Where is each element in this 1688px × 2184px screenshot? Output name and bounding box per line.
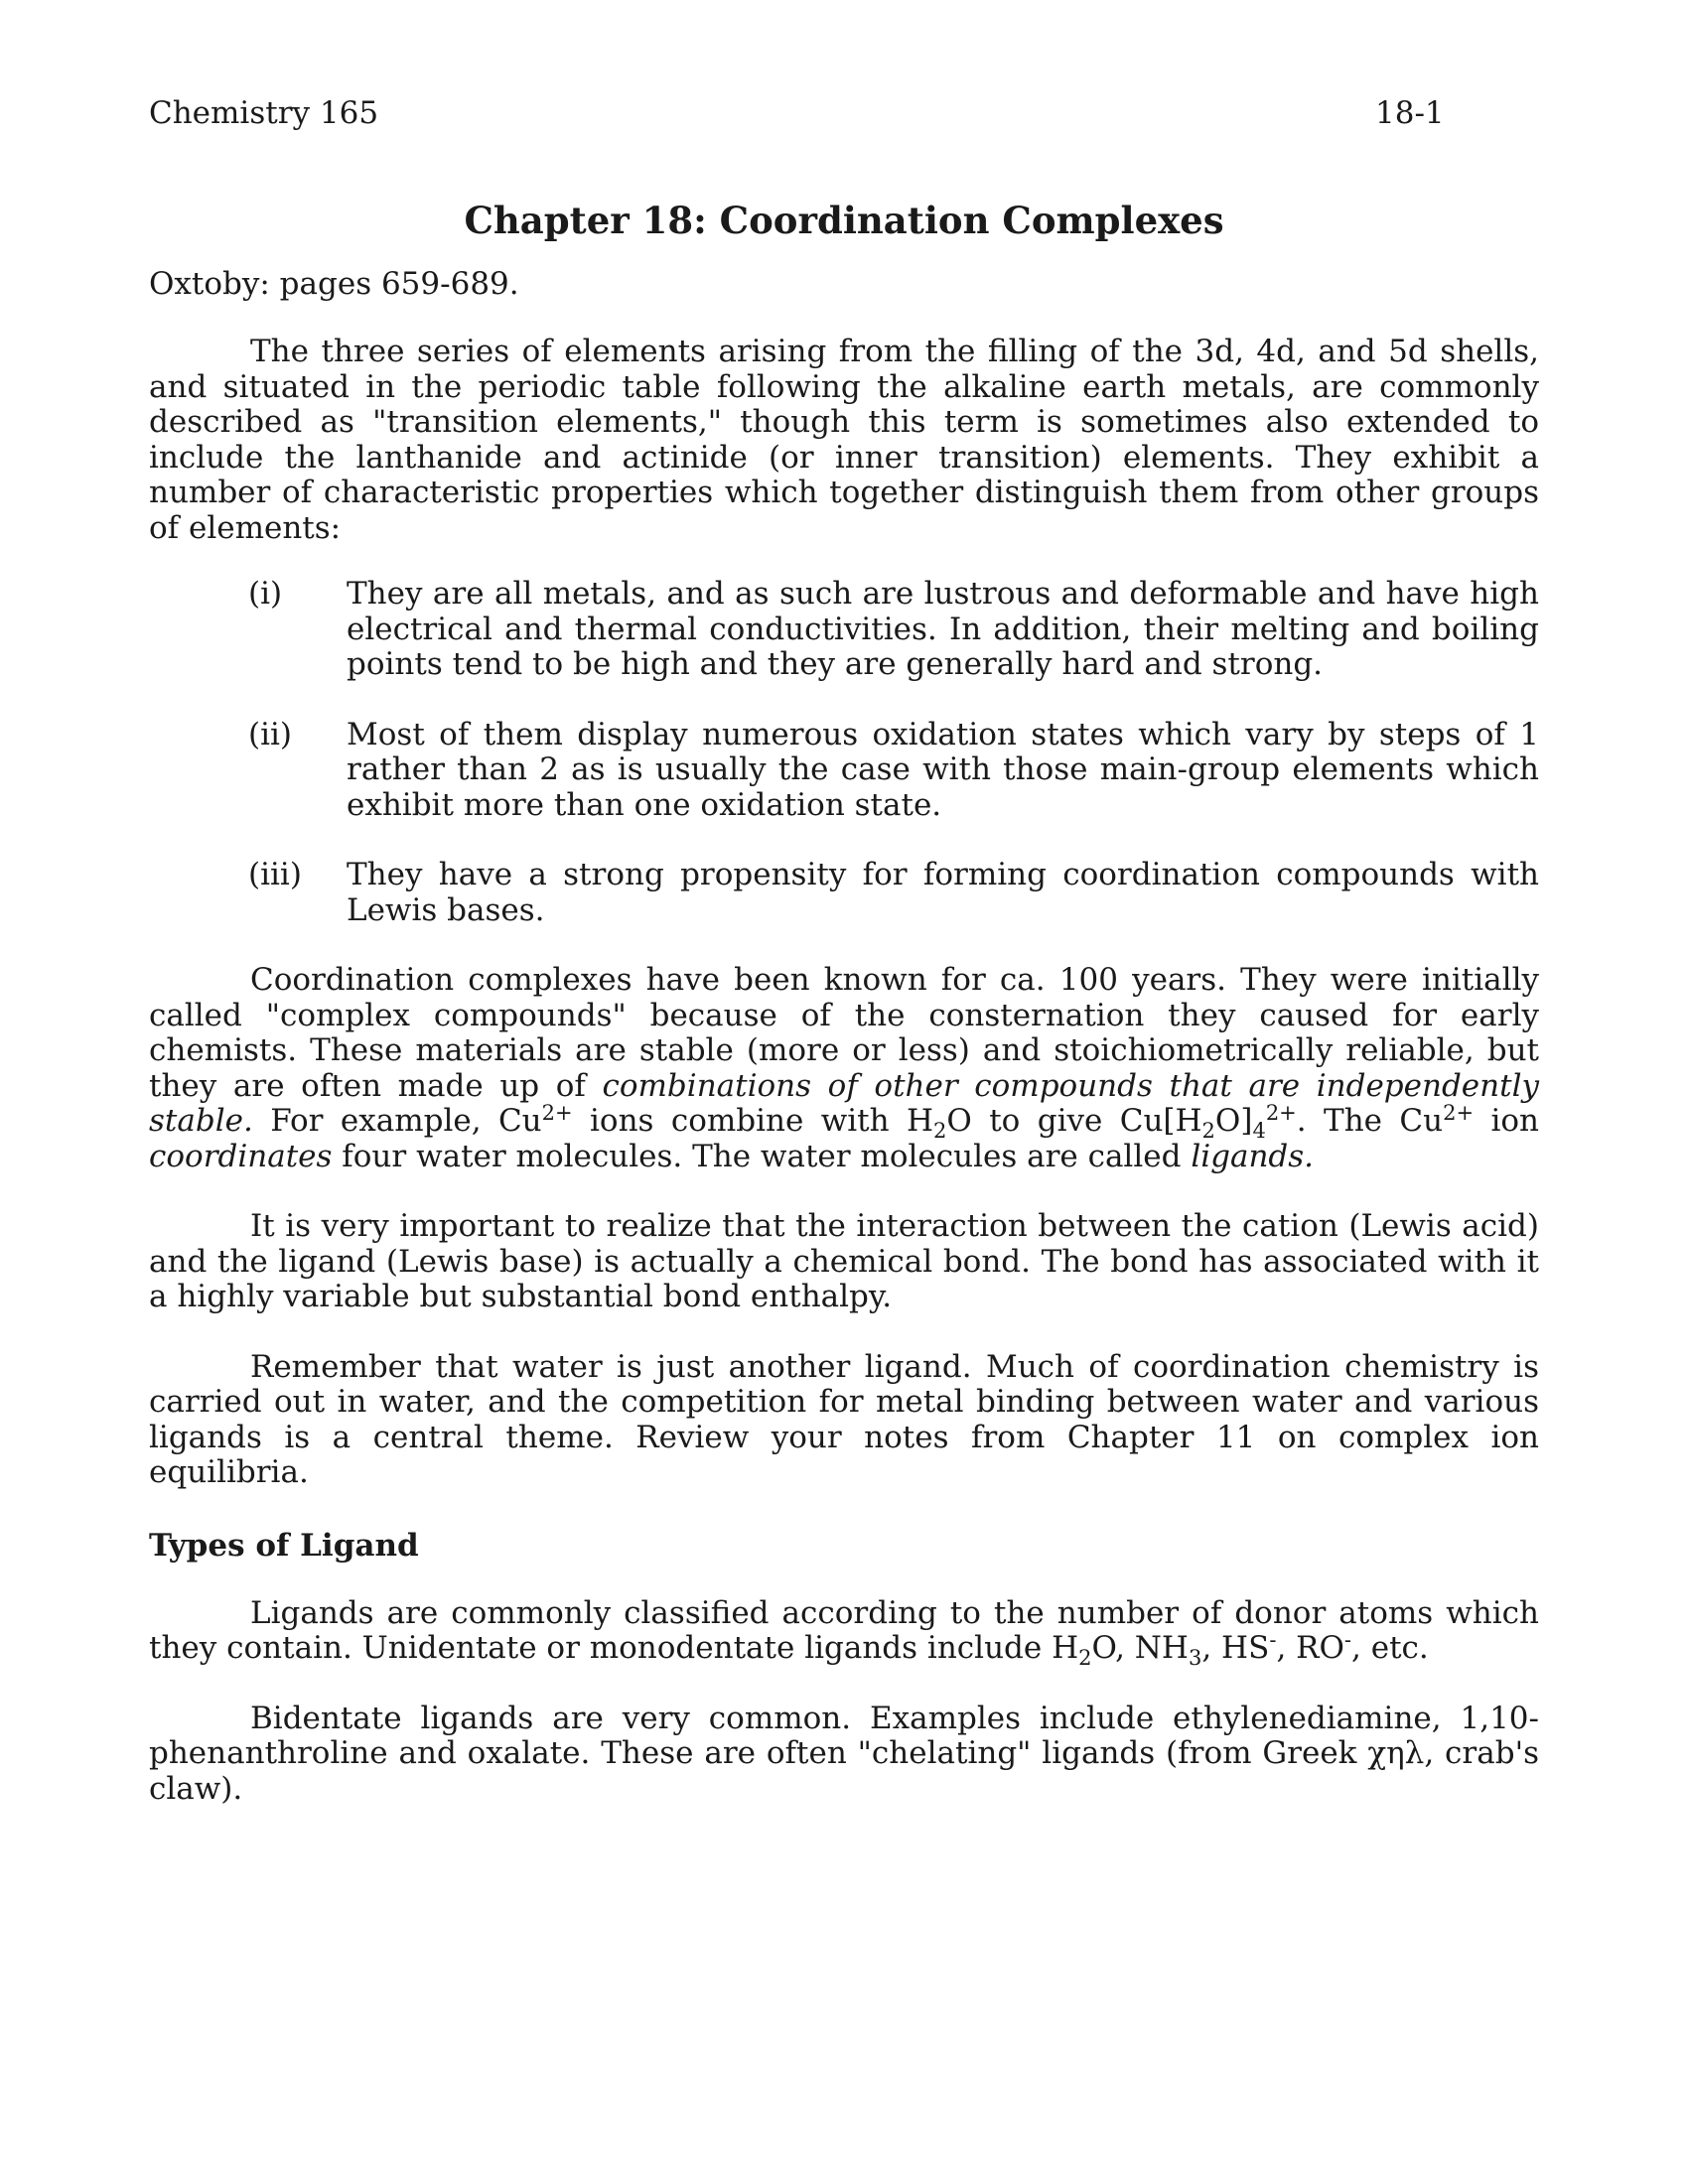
ion-charge: - [1269,1628,1277,1652]
ligand-intro-paragraph [149,1594,1539,1670]
history-text: ions combine with H [572,1103,934,1139]
property-item [149,858,1539,928]
history-emphasis: ligands. [1191,1138,1315,1174]
properties-list [149,577,1539,928]
property-text: They are all metals, and as such are lustrous and deformable and have high electrical and thermal conductivities. In addition, their melting and boiling points tend to be high and they are generally hard and strong. [347,576,1539,682]
ion-charge: 2+ [1443,1101,1475,1125]
formula-subscript: 2 [933,1119,947,1143]
history-emphasis: combinations of other compounds that are independently stable. [149,1067,1539,1139]
formula-subscript: 3 [1188,1646,1202,1670]
chapter-title: Chapter 18: Coordination Complexes [464,199,1224,242]
ligand-text: , RO [1276,1630,1344,1666]
property-item [149,718,1539,824]
document-page [149,91,1539,1807]
property-marker: (ii) [248,716,293,752]
history-text: four water molecules. The water molecules are called [332,1138,1192,1174]
ligand-text: O, NH [1091,1630,1189,1666]
property-marker: (iii) [248,857,302,892]
history-paragraph [149,963,1539,1174]
ligand-text: , etc. [1351,1630,1429,1666]
running-header [149,91,1539,135]
ion-charge: 2+ [1265,1101,1297,1125]
history-text: Coordination complexes have been known for ca. 100 years. They were initially called "complex compounds" because of the consternation they caused for early chemists. These materials are stable (more or less) and stoichiometrically reliable, but they are often made up of [149,962,1539,1104]
property-text: They have a strong propensity for forming coordination compounds with Lewis bases. [347,857,1539,928]
ligand-text: Ligands are commonly classified according to the number of donor atoms which they contain. Unidentate or monodentate ligands include H [149,1594,1539,1666]
property-item [149,577,1539,683]
property-marker: (i) [248,576,283,612]
history-text: O] [1214,1103,1253,1139]
formula-subscript: 2 [1078,1646,1092,1670]
history-text: . The Cu [1296,1103,1444,1139]
formula-subscript: 2 [1201,1119,1215,1143]
course-name: Chemistry 165 [149,95,379,131]
bidentate-paragraph: Bidentate ligands are very common. Examples include ethylenediamine, 1,10-phenanthroline and oxalate. These are often "chelating" ligands (from Greek χηλ, crab's claw). [149,1700,1539,1807]
history-text: For example, Cu [252,1103,542,1139]
reading-reference: Oxtoby: pages 659-689. [149,266,519,302]
water-paragraph: Remember that water is just another ligand. Much of coordination chemistry is carried out in water, and the competition for metal binding between water and various ligands is a central theme. Review your notes from Chapter 11 on complex ion equilibria. [149,1348,1539,1490]
page-number: 18-1 [1375,95,1445,131]
history-text: O to give Cu[H [946,1103,1202,1139]
history-text: ion [1474,1103,1539,1139]
ligand-text: , HS [1201,1630,1270,1666]
section-heading: Types of Ligand [149,1527,419,1564]
ion-charge: 2+ [541,1101,573,1125]
property-text: Most of them display numerous oxidation states which vary by steps of 1 rather than 2 as is usually the case with those main-group elements which exhibit more than one oxidation state. [347,716,1539,823]
bond-paragraph: It is very important to realize that the interaction between the cation (Lewis acid) and the ligand (Lewis base) is actually a chemical bond. The bond has associated with it a highly variable but substantial bond enthalpy. [149,1208,1539,1314]
history-emphasis: coordinates [149,1138,333,1174]
ion-charge: - [1343,1628,1352,1652]
intro-paragraph: The three series of elements arising from the filling of the 3d, 4d, and 5d shells, and situated in the periodic table following the alkaline earth metals, are commonly described as "transition elements," though this term is sometimes also extended to include the lanthanide and actinide (or inner transition) elements. They exhibit a number of characteristic properties which together distinguish them from other groups of elements: [149,334,1539,546]
formula-subscript: 4 [1252,1119,1266,1143]
